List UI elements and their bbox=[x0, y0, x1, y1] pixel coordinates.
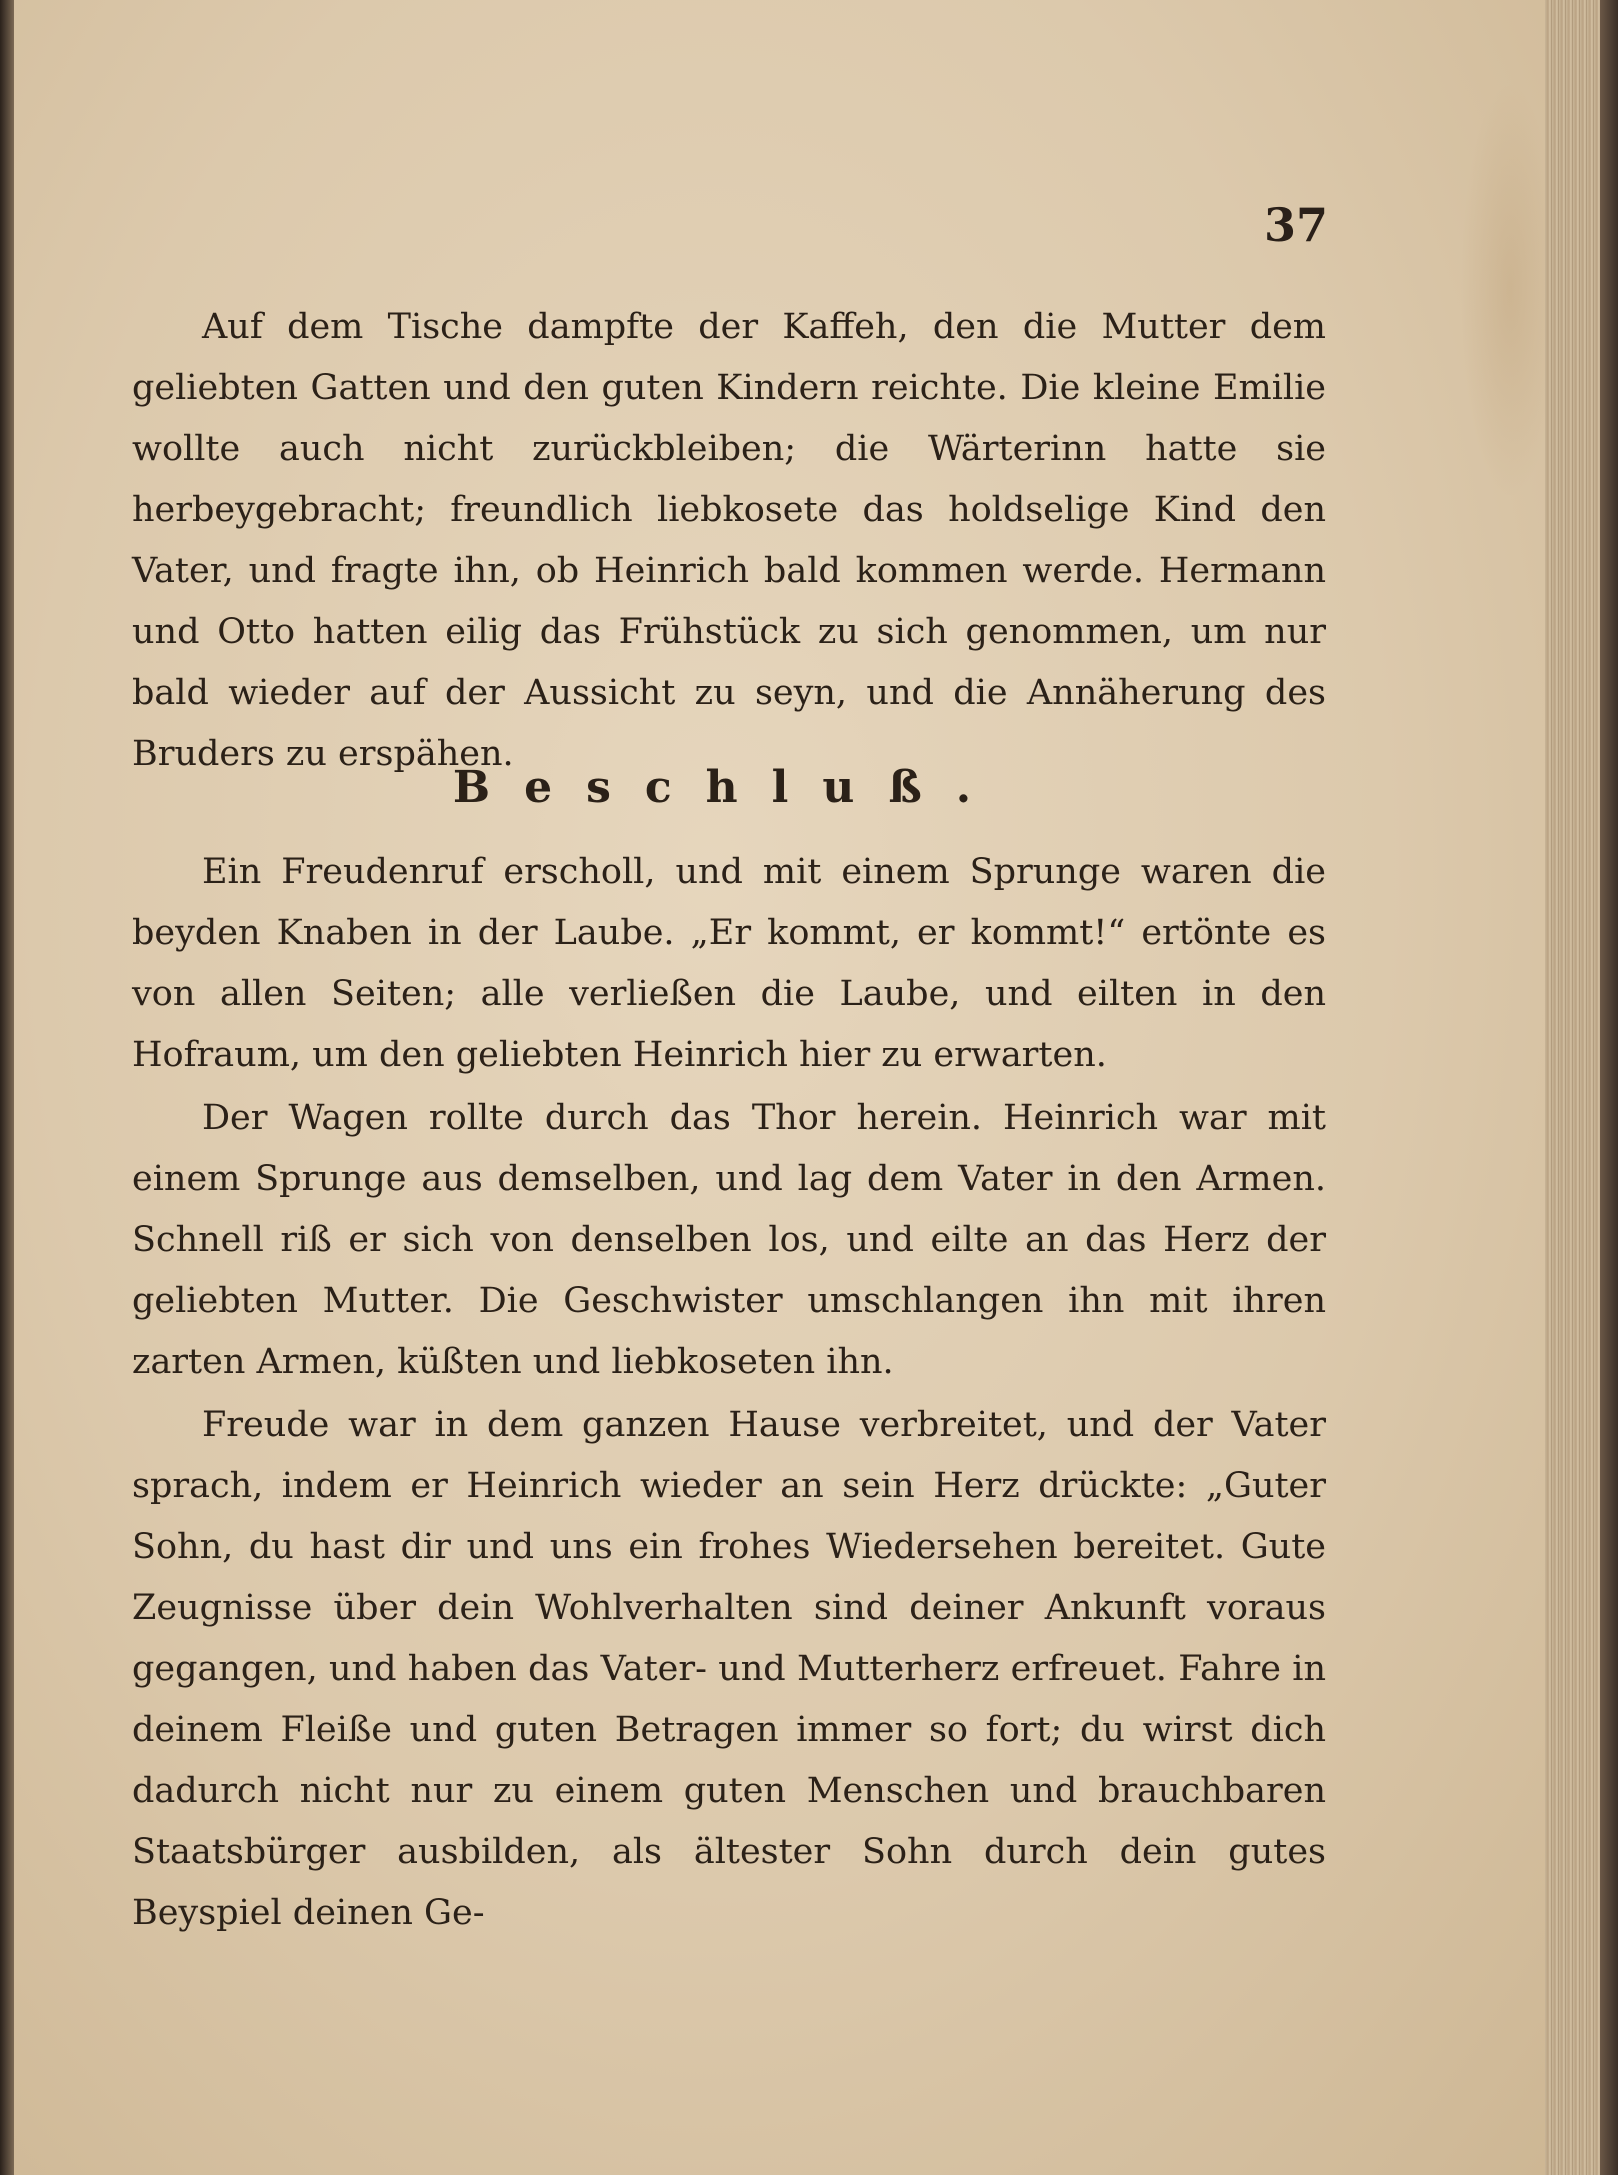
paragraph-2: Der Wagen rollte durch das Thor herein. Heinrich war mit einem Sprunge aus demselben, und lag dem Vater in den Armen. Schnell riß er sich von denselben los, und eilte an das Herz der geliebten Mutter. Die Geschwister umschlangen ihn mit ihren zarten Armen, küßten und liebkoseten ihn. bbox=[132, 1098, 1326, 1382]
intro-text-block bbox=[132, 297, 1326, 785]
intro-paragraph: Auf dem Tische dampfte der Kaffeh, den die Mutter dem geliebten Gatten und den guten Kindern reichte. Die kleine Emilie wollte auch nicht zurückbleiben; die Wärterinn hatte sie herbeygebracht; freundlich liebkosete das holdselige Kind den Vater, und fragte ihn, ob Heinrich bald kommen werde. Hermann und Otto hatten eilig das Frühstück zu sich genommen, um nur bald wieder auf der Aussicht zu seyn, und die Annäherung des Bruders zu erspähen. bbox=[132, 307, 1326, 774]
section-heading: Beschluß. bbox=[452, 762, 1006, 813]
page-number: 37 bbox=[1263, 198, 1328, 252]
paragraph-1: Ein Freudenruf erscholl, und mit einem Sprunge waren die beyden Knaben in der Laube. „Er kommt, er kommt!“ ertönte es von allen Seiten; alle verließen die Laube, und eilten in den Hofraum, um den geliebten Heinrich hier zu erwarten. bbox=[132, 852, 1326, 1075]
main-text-block bbox=[132, 842, 1326, 1944]
paragraph-3: Freude war in dem ganzen Hause verbreitet, und der Vater sprach, indem er Heinrich wieder an sein Herz drückte: „Guter Sohn, du hast dir und uns ein frohes Wiedersehen bereitet. Gute Zeugnisse über dein Wohlverhalten sind deiner Ankunft voraus gegangen, und haben das Vater- und Mutterherz erfreuet. Fahre in deinem Fleiße und guten Betragen immer so fort; du wirst dich dadurch nicht nur zu einem guten Menschen und brauchbaren Staatsbürger ausbilden, als ältester Sohn durch dein gutes Beyspiel deinen Ge- bbox=[132, 1405, 1326, 1933]
page-edges bbox=[1545, 0, 1618, 2175]
binding-edge bbox=[0, 0, 14, 2175]
